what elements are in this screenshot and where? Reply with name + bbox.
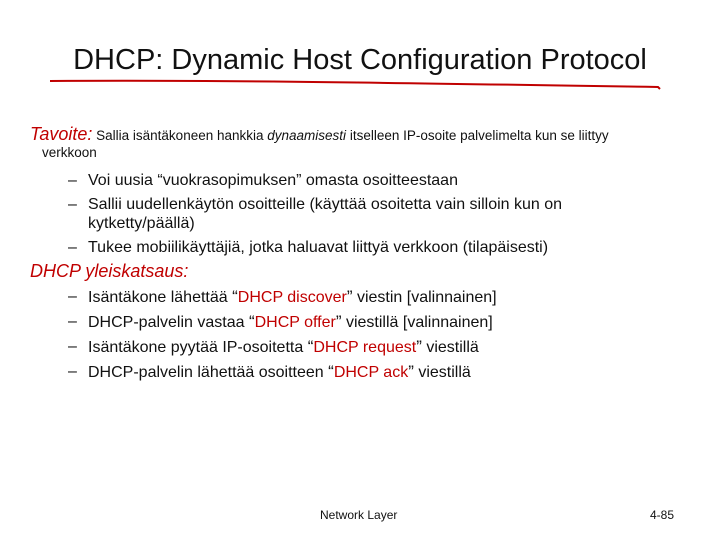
goal-text-b: itselleen IP-osoite palvelimelta kun se liittyy xyxy=(346,128,609,143)
quote-open: “ xyxy=(307,337,314,356)
item-text-before: DHCP-palvelin lähettää osoitteen xyxy=(88,364,329,381)
quote-open: “ xyxy=(248,312,255,331)
overview-label: DHCP yleiskatsaus: xyxy=(30,261,189,281)
message-name: DHCP request xyxy=(313,339,417,356)
list-item-text: Tukee mobiilikäyttäjiä, jotka haluavat liittyä verkkoon (tilapäisesti) xyxy=(88,239,549,256)
dash-mark: – xyxy=(68,172,77,189)
overview-list xyxy=(68,287,668,387)
item-text-before: Isäntäkone lähettää xyxy=(88,289,233,306)
goal-continuation: verkkoon xyxy=(42,145,97,160)
item-text-before: DHCP-palvelin vastaa xyxy=(88,314,249,331)
goal-label: Tavoite: xyxy=(30,124,93,144)
quote-close: ” xyxy=(346,287,353,306)
footer-chapter: Network Layer xyxy=(320,508,398,522)
list-item xyxy=(68,362,668,382)
quote-open: “ xyxy=(232,287,238,306)
goal-list xyxy=(68,171,668,262)
dash-mark: – xyxy=(68,313,77,330)
item-text-after: viestin [valinnainen] xyxy=(352,289,497,306)
slide-title: DHCP: Dynamic Host Configuration Protocol xyxy=(73,44,647,76)
message-name: DHCP offer xyxy=(254,314,336,331)
list-item-text: Voi uusia “vuokrasopimuksen” omasta osoitteestaan xyxy=(88,172,458,189)
goal-text-a: Sallia isäntäkoneen hankkia xyxy=(92,128,268,143)
list-item xyxy=(68,195,668,233)
list-item xyxy=(68,312,668,332)
goal-paragraph xyxy=(30,126,700,161)
dash-mark: – xyxy=(68,239,77,256)
item-text-after: viestillä xyxy=(413,364,471,381)
quote-close: ” xyxy=(335,312,342,331)
dash-mark: – xyxy=(68,338,77,355)
list-item-text: Sallii uudellenkäytön osoitteille (käyttää osoitetta vain silloin kun on kytketty/päällä) xyxy=(88,196,563,232)
title-underline xyxy=(48,78,668,94)
item-text-after: viestillä [valinnainen] xyxy=(341,314,493,331)
list-item xyxy=(68,337,668,357)
page-number: 4-85 xyxy=(650,508,675,522)
quote-close: ” xyxy=(416,337,422,356)
item-text-after: viestillä xyxy=(421,339,479,356)
list-item xyxy=(68,238,668,257)
quote-close: ” xyxy=(408,362,414,381)
item-text-before: Isäntäkone pyytää IP-osoitetta xyxy=(88,339,308,356)
dash-mark: – xyxy=(68,288,77,305)
quote-open: “ xyxy=(328,362,334,381)
goal-text-em: dynaamisesti xyxy=(267,128,347,143)
list-item xyxy=(68,171,668,190)
message-name: DHCP discover xyxy=(237,289,347,306)
message-name: DHCP ack xyxy=(333,364,409,381)
dash-mark: – xyxy=(68,363,77,380)
list-item xyxy=(68,287,668,307)
dash-mark: – xyxy=(68,196,77,213)
